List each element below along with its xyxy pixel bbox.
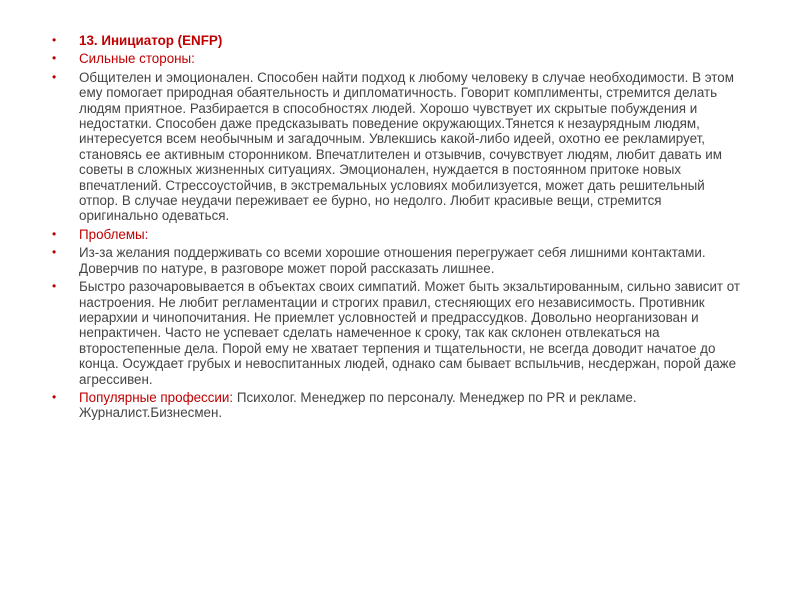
strengths-heading: Сильные стороны: — [79, 51, 195, 67]
list-item-strengths-text — [52, 70, 742, 224]
bullet-icon: • — [52, 389, 57, 404]
strengths-text: Общителен и эмоционален. Способен найти подход к любому человеку в случае необходимости. В этом ему помогает природная обаятельность и дипломатичность. Говорит комплименты, стремится делать людям приятное. Разбирается в способностях людей. Хорошо чувствует их скрытые побуждения и недостатки. Способен даже предсказывать поведение окружающих.Тянется к незаурядным людям, интересуется всем необычным и загадочным. Увлекшись какой-либо идеей, охотно ее рекламирует, становясь ее активным сторонником. Впечатлителен и отзывчив, сочувствует людям, любит давать им советы в сложных жизненных ситуациях. Эмоционален, нуждается в постоянном притоке новых впечатлений. Стрессоустойчив, в экстремальных условиях мобилизуется, может дать решительный отпор. В случае неудачи переживает ее бурно, но недолго. Любит красивые вещи, стремится оригинально одеваться. — [79, 69, 734, 224]
list-item-title — [52, 33, 742, 48]
bullet-icon: • — [52, 245, 57, 260]
bullet-icon: • — [52, 51, 57, 66]
bullet-icon: • — [52, 279, 57, 294]
list-item-problems-text-2 — [52, 279, 742, 387]
bullet-icon: • — [52, 226, 57, 241]
professions-label: Популярные профессии: — [79, 389, 234, 405]
problems-text-2: Быстро разочаровывается в объектах своих симпатий. Может быть экзальтированным, сильно зависит от настроения. Не любит регламентации и строгих правил, стесняющих его независимость. Противник иерархии и чинопочитания. Не приемлет условностей и предрассудков. Довольно неорганизован и непрактичен. Часто не успевает сделать намеченное к сроку, так как склонен отвлекаться на второстепенные дела. Порой ему не хватает терпения и тщательности, не всегда доводит начатое до конца. Осуждает грубых и невоспитанных людей, однако сам бывает вспыльчив, несдержан, порой даже агрессивен. — [79, 279, 741, 387]
slide-content — [52, 33, 742, 424]
list-item-problems-heading — [52, 227, 742, 242]
bullet-icon: • — [52, 69, 57, 84]
list-item-professions — [52, 390, 742, 421]
list-item-problems-text-1 — [52, 245, 742, 276]
problems-heading: Проблемы: — [79, 226, 149, 242]
list-item-strengths-heading — [52, 51, 742, 66]
bullet-list — [52, 33, 742, 421]
professions-text: Психолог. Менеджер по персоналу. Менеджер по PR и рекламе. Журналист.Бизнесмен. — [79, 389, 637, 421]
problems-text-1: Из-за желания поддерживать со всеми хорошие отношения перегружает себя лишними контактами. Доверчив по натуре, в разговоре может порой рассказать лишнее. — [79, 245, 706, 276]
bullet-icon: • — [52, 33, 57, 47]
page-title: 13. Инициатор (ENFP) — [79, 33, 223, 48]
